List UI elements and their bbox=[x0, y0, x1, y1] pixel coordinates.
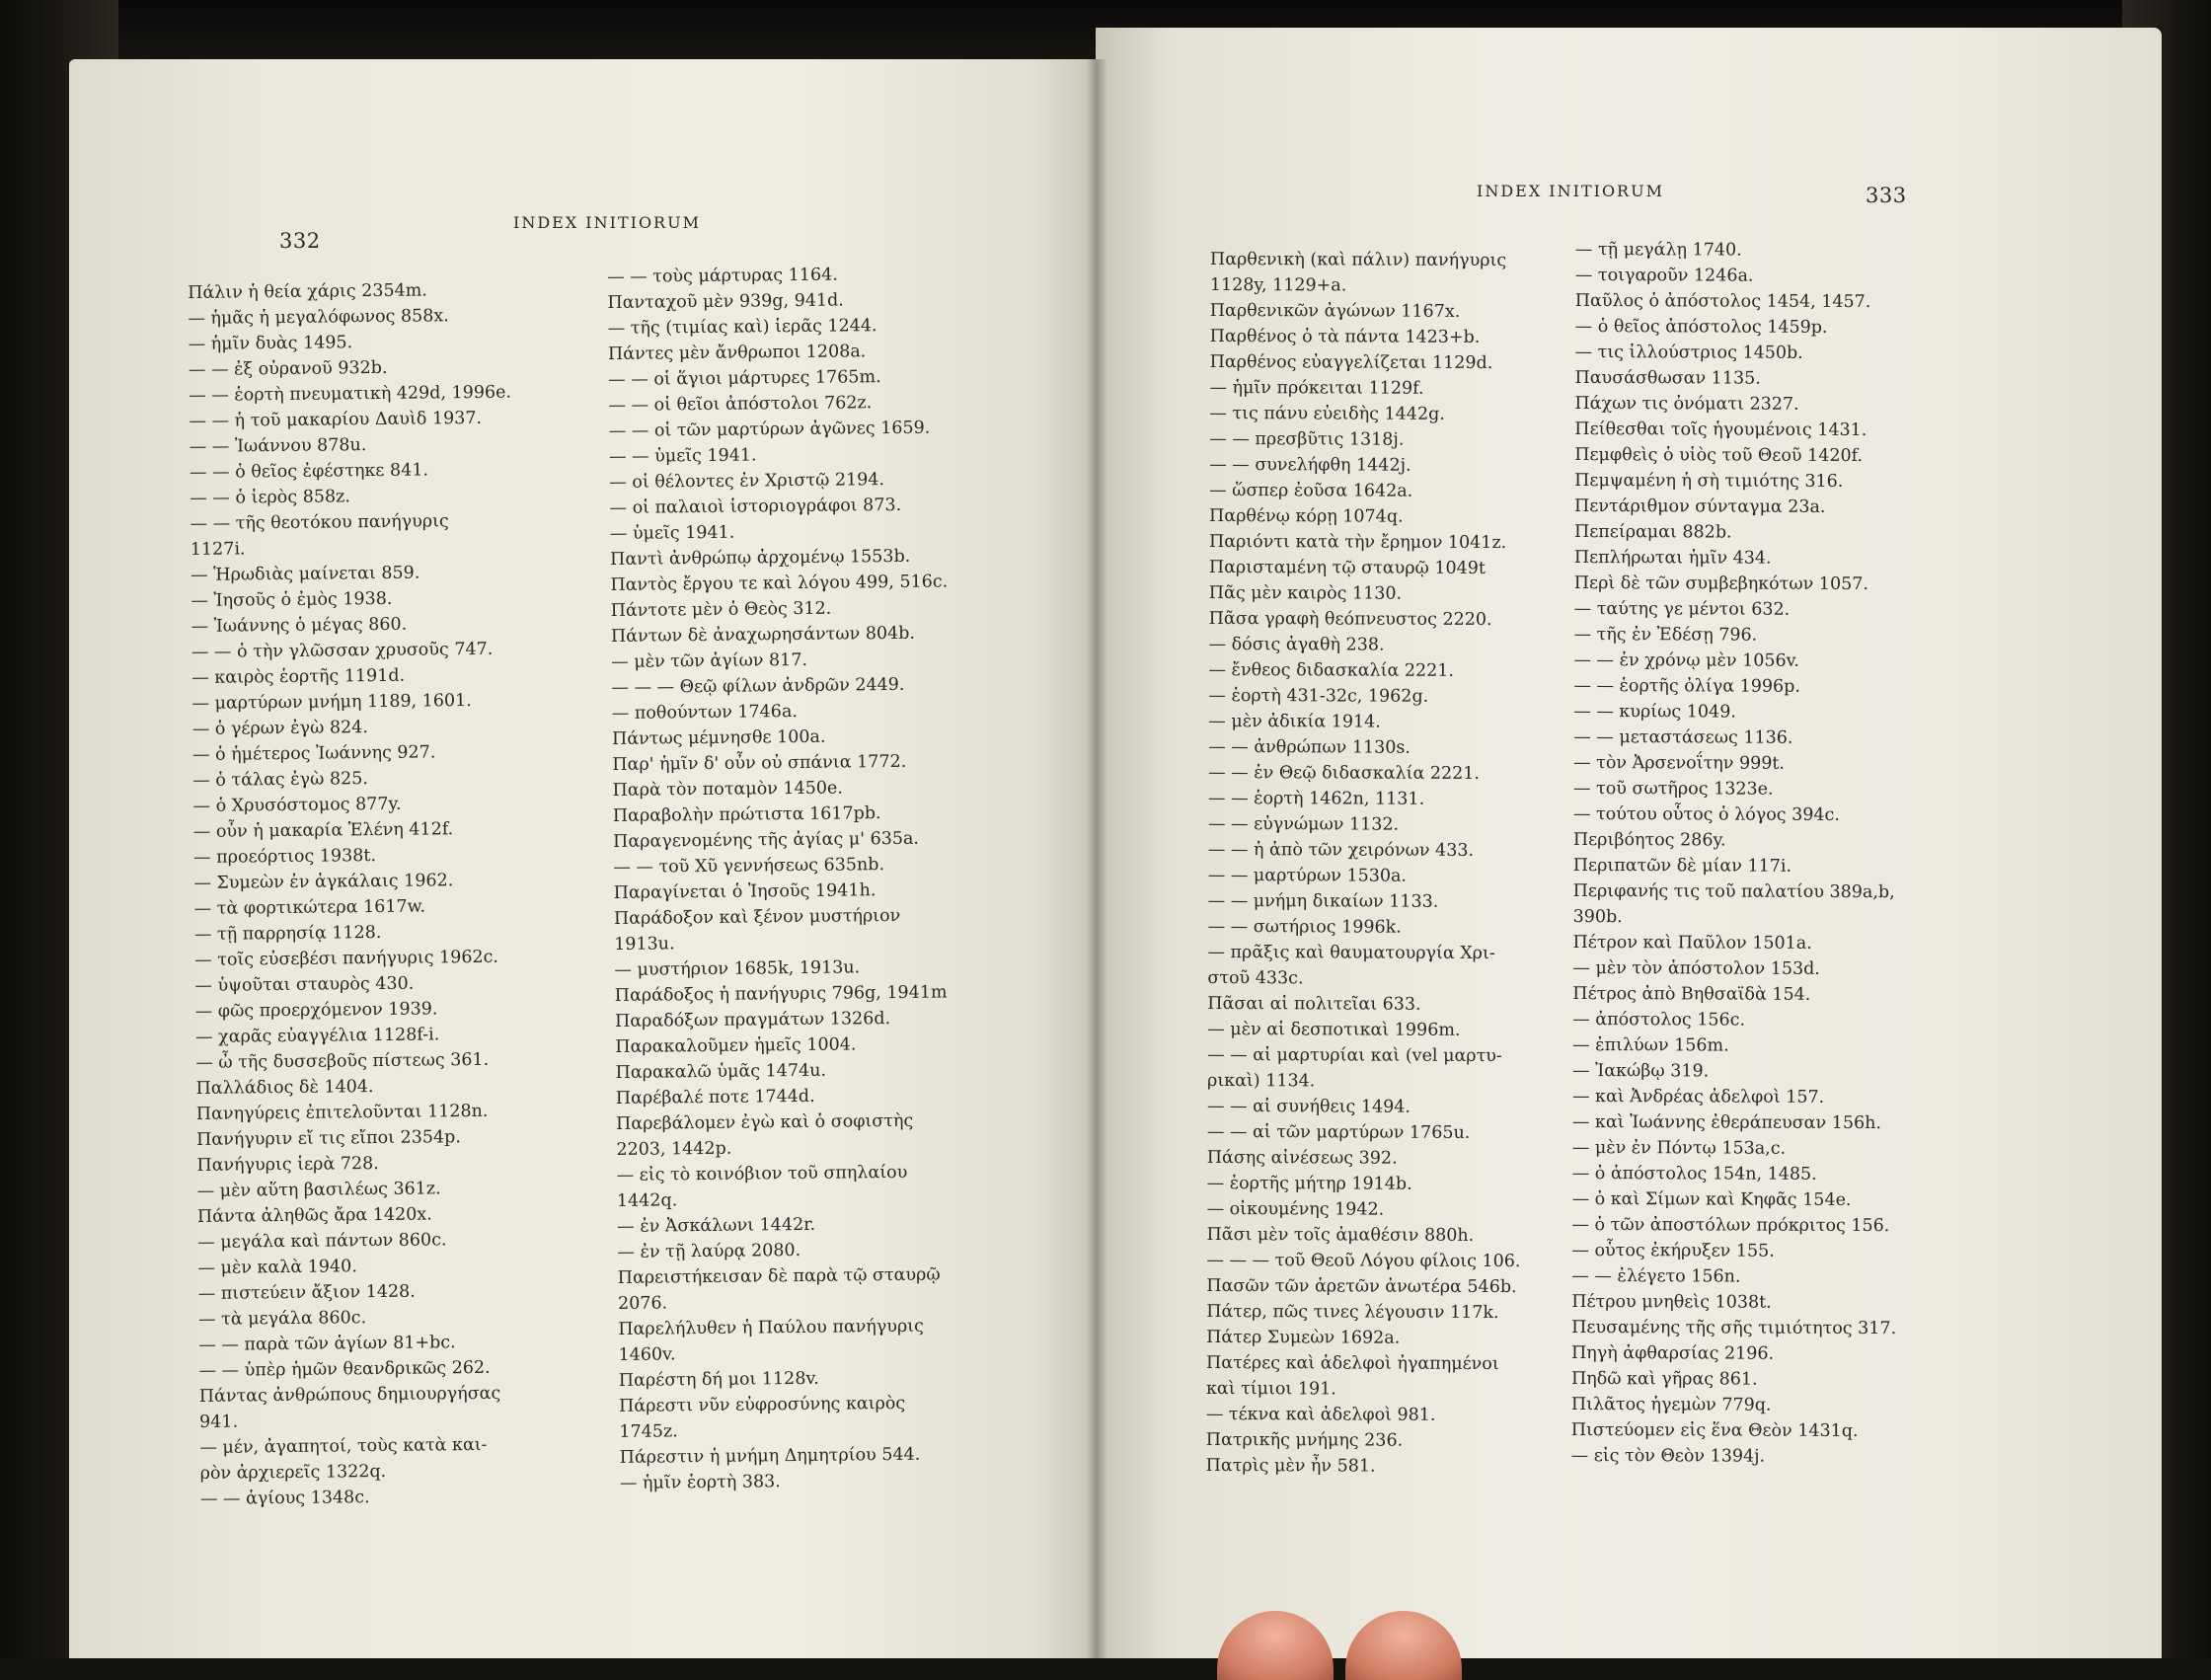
index-entry: — ἔνθεος διδασκαλία 2221. bbox=[1208, 659, 1455, 681]
index-entry: Παρακαλῶ ὑμᾶς 1474u. bbox=[615, 1060, 827, 1083]
index-entry: Παλλάδιος δὲ 1404. bbox=[195, 1077, 374, 1099]
index-entry: Παρειστήκεισαν δὲ παρὰ τῷ σταυρῷ bbox=[617, 1264, 941, 1288]
index-entry: Παράδοξον καὶ ξένον μυστήριον bbox=[613, 905, 901, 929]
index-entry: Πανταχοῦ μὲν 939g, 941d. bbox=[607, 290, 844, 313]
index-entry: Πατέρες καὶ ἀδελφοὶ ἠγαπημένοι bbox=[1206, 1352, 1499, 1375]
index-entry: Περιφανής τις τοῦ παλατίου 389a,b, bbox=[1572, 880, 1895, 903]
index-entry: — — αἱ συνήθεις 1494. bbox=[1206, 1096, 1411, 1117]
index-entry: — μὲν ἀδικία 1914. bbox=[1208, 711, 1381, 732]
index-entry: — καιρὸς ἑορτῆς 1191d. bbox=[191, 665, 406, 688]
index-entry: Παντὶ ἀνθρώπῳ ἀρχομένῳ 1553b. bbox=[610, 546, 911, 570]
index-entry: — τοῦ σωτῆρος 1323e. bbox=[1573, 778, 1774, 800]
index-entry: Παραγίνεται ὁ Ἰησοῦς 1941h. bbox=[613, 880, 877, 903]
index-entry: — — ἐν Θεῷ διδασκαλία 2221. bbox=[1208, 762, 1481, 784]
index-entry: — — ἐν χρόνῳ μὲν 1056v. bbox=[1573, 649, 1800, 671]
index-entry: — μαρτύρων μνήμη 1189, 1601. bbox=[191, 691, 472, 714]
index-entry: — εἰς τὸν Θεὸν 1394j. bbox=[1570, 1445, 1766, 1467]
index-entry: — — κυρίως 1049. bbox=[1573, 701, 1736, 723]
index-entry: — μὲν τὸν ἀπόστολον 153d. bbox=[1572, 957, 1820, 979]
index-entry: — — μνήμη δικαίων 1133. bbox=[1207, 890, 1439, 912]
index-entry: — ὁ θεῖος ἀπόστολος 1459p. bbox=[1574, 316, 1828, 338]
index-entry: — ἡμῖν δυὰς 1495. bbox=[188, 333, 353, 354]
index-entry: — ἀπόστολος 156c. bbox=[1572, 1009, 1746, 1031]
index-entry: Πάντως μέμνησθε 100a. bbox=[611, 726, 826, 749]
index-entry: Πάντα ἀληθῶς ἄρα 1420x. bbox=[196, 1204, 432, 1227]
index-entry: — τῇ παρρησίᾳ 1128. bbox=[193, 922, 382, 945]
index-entry: — ἡμᾶς ἡ μεγαλόφωνος 858x. bbox=[188, 306, 449, 329]
index-entry: — — — Θεῷ φίλων ἀνδρῶν 2449. bbox=[611, 674, 905, 698]
right-page bbox=[1096, 28, 2162, 1658]
index-entry: Πείθεσθαι τοῖς ἡγουμένοις 1431. bbox=[1574, 419, 1868, 441]
index-entry: Πέτρος ἀπὸ Βηθσαϊδὰ 154. bbox=[1572, 983, 1811, 1005]
index-entry: — — αἱ τῶν μαρτύρων 1765u. bbox=[1206, 1121, 1471, 1143]
index-entry: Πεμψαμένη ἡ σὴ τιμιότης 316. bbox=[1574, 470, 1844, 492]
index-entry: — — πρεσβῦτις 1318j. bbox=[1209, 428, 1405, 450]
index-entry: — τὰ μεγάλα 860c. bbox=[197, 1308, 367, 1330]
index-entry: — τῆς (τιμίας καὶ) ἱερᾶς 1244. bbox=[607, 316, 877, 339]
index-entry: 1913u. bbox=[614, 934, 675, 955]
index-entry: Πηδῶ καὶ γῆρας 861. bbox=[1570, 1368, 1758, 1390]
index-entry: 1460v. bbox=[618, 1344, 676, 1365]
index-entry: Πᾶσι μὲν τοῖς ἀμαθέσιν 880h. bbox=[1206, 1224, 1475, 1246]
index-entry: — μὲν αἱ δεσποτικαὶ 1996m. bbox=[1207, 1019, 1461, 1040]
index-entry: Πευσαμένης τῆς σῆς τιμιότητος 317. bbox=[1571, 1317, 1897, 1339]
index-entry: — ὁ ἡμέτερος Ἰωάννης 927. bbox=[191, 742, 436, 765]
index-entry: Πάντες μὲν ἄνθρωποι 1208a. bbox=[607, 342, 867, 364]
index-entry: — ὁ καὶ Σίμων καὶ Κηφᾶς 154e. bbox=[1571, 1188, 1852, 1210]
index-entry: — — παρὰ τῶν ἁγίων 81+bc. bbox=[198, 1333, 456, 1355]
index-entry: — ἐπιλύων 156m. bbox=[1572, 1034, 1729, 1056]
index-entry: — ὥσπερ ἐοῦσα 1642a. bbox=[1209, 480, 1413, 501]
index-entry: Παραβολὴν πρώτιστα 1617pb. bbox=[612, 803, 881, 826]
index-entry: — τοῖς εὐσεβέσι πανήγυρις 1962c. bbox=[194, 947, 499, 970]
index-entry: Παυσάσθωσαν 1135. bbox=[1574, 367, 1761, 389]
index-entry: — τὸν Ἀρσενοΐτην 999t. bbox=[1573, 752, 1786, 774]
index-entry: Παντὸς ἔργου τε καὶ λόγου 499, 516c. bbox=[610, 572, 949, 595]
index-entry: Περιβόητος 286y. bbox=[1572, 829, 1726, 851]
index-entry: 1442q. bbox=[616, 1190, 678, 1211]
index-entry: — — τοὺς μάρτυρας 1164. bbox=[607, 265, 838, 287]
index-entry: Πάχων τις ὀνόματι 2327. bbox=[1574, 393, 1799, 415]
index-entry: — μὲν τῶν ἁγίων 817. bbox=[611, 649, 808, 672]
index-entry: — — ἀνθρώπων 1130s. bbox=[1208, 736, 1410, 758]
finger bbox=[1345, 1611, 1462, 1680]
index-entry: — — ὁ ἱερὸς 858z. bbox=[190, 487, 350, 508]
index-entry: — — οἱ τῶν μαρτύρων ἀγῶνες 1659. bbox=[608, 418, 931, 441]
index-entry: — οὗτος ἐκήρυξεν 155. bbox=[1571, 1240, 1775, 1261]
index-entry: — — μαρτύρων 1530a. bbox=[1207, 865, 1408, 886]
index-entry: Παρέστη δή μοι 1128v. bbox=[618, 1368, 819, 1391]
index-entry: — τούτου οὗτος ὁ λόγος 394c. bbox=[1572, 803, 1840, 825]
index-entry: Παρακαλοῦμεν ἡμεῖς 1004. bbox=[615, 1034, 857, 1057]
index-entry: — μεγάλα καὶ πάντων 860c. bbox=[197, 1230, 447, 1253]
index-entry: — — συνελήφθη 1442j. bbox=[1209, 454, 1411, 476]
index-entry: Παρθένῳ κόρῃ 1074q. bbox=[1209, 505, 1404, 527]
index-entry: — — ὁ θεῖος ἐφέστηκε 841. bbox=[189, 460, 429, 483]
index-entry: Πεπλήρωται ἡμῖν 434. bbox=[1573, 547, 1772, 569]
index-entry: Πανήγυριν εἴ τις εἴποι 2354p. bbox=[196, 1127, 461, 1150]
index-entry: — καὶ Ἰωάννης ἐθεράπευσαν 156h. bbox=[1571, 1111, 1881, 1134]
index-entry: — ἡμῖν ἑορτὴ 383. bbox=[619, 1472, 781, 1493]
index-entry: — — ἡ τοῦ μακαρίου Δαυὶδ 1937. bbox=[189, 408, 483, 431]
holding-fingers bbox=[1209, 1611, 1466, 1658]
index-entry: 1127i. bbox=[190, 539, 246, 560]
index-entry: Πᾶς μὲν καιρὸς 1130. bbox=[1208, 582, 1403, 604]
index-entry: 1128y, 1129+a. bbox=[1209, 274, 1347, 296]
index-entry: Πάντων δὲ ἀναχωρησάντων 804b. bbox=[610, 623, 916, 647]
index-entry: Παρεβάλομεν ἐγὼ καὶ ὁ σοφιστὴς bbox=[616, 1110, 914, 1134]
index-entry: — — τοῦ Χῦ γεννήσεως 635nb. bbox=[613, 855, 885, 878]
index-entry: — ἡμῖν πρόκειται 1129f. bbox=[1209, 377, 1424, 399]
index-entry: — Ἡρωδιὰς μαίνεται 859. bbox=[191, 563, 420, 585]
index-entry: — τις ἰλλούστριος 1450b. bbox=[1574, 342, 1803, 363]
book-gutter bbox=[1086, 59, 1107, 1658]
index-entry: Παραδόξων πραγμάτων 1326d. bbox=[614, 1009, 891, 1031]
index-entry: καὶ τίμιοι 191. bbox=[1205, 1378, 1336, 1400]
index-entry: — ἑορτὴ 431-32c, 1962g. bbox=[1208, 685, 1429, 707]
index-entry: 1745z. bbox=[619, 1421, 678, 1442]
index-entry: — — οἱ ἅγιοι μάρτυρες 1765m. bbox=[608, 367, 881, 390]
index-entry: — χαρᾶς εὐαγγέλια 1128f-i. bbox=[194, 1025, 440, 1047]
index-entry: Πασῶν τῶν ἀρετῶν ἀνωτέρα 546b. bbox=[1206, 1275, 1517, 1298]
index-entry: — — ἁγίους 1348c. bbox=[199, 1488, 370, 1509]
index-entry: Πεμφθεὶς ὁ υἱὸς τοῦ Θεοῦ 1420f. bbox=[1574, 444, 1864, 467]
index-entry: Πάρεστιν ἡ μνήμη Δημητρίου 544. bbox=[619, 1444, 921, 1468]
index-entry: — — εὐγνώμων 1132. bbox=[1207, 813, 1400, 835]
index-entry: — πιστεύειν ἄξιον 1428. bbox=[197, 1281, 416, 1304]
index-entry: — — ὑμεῖς 1941. bbox=[608, 445, 757, 467]
index-entry: Περὶ δὲ τῶν συμβεβηκότων 1057. bbox=[1573, 573, 1868, 595]
index-column-1 bbox=[1206, 247, 1524, 1480]
index-entry: Παριόντι κατὰ τὴν ἔρημον 1041z. bbox=[1208, 531, 1507, 554]
index-entry: Παραγενομένης τῆς ἁγίας μ' 635a. bbox=[613, 828, 920, 852]
index-entry: Παρελήλυθεν ἡ Παύλου πανήγυρις bbox=[618, 1316, 925, 1339]
index-entry: Πᾶσα γραφὴ θεόπνευστος 2220. bbox=[1208, 608, 1492, 630]
index-entry: Πάλιν ἡ θεία χάρις 2354m. bbox=[188, 280, 427, 303]
index-entry: — Συμεὼν ἐν ἀγκάλαις 1962. bbox=[193, 871, 454, 893]
index-entry: Πέτρον καὶ Παῦλον 1501a. bbox=[1572, 932, 1812, 954]
index-entry: Πατρικῆς μνήμης 236. bbox=[1205, 1429, 1404, 1451]
index-entry: Πανηγύρεις ἐπιτελοῦνται 1128n. bbox=[195, 1101, 489, 1124]
index-entry: Πάσης αἰνέσεως 392. bbox=[1206, 1147, 1398, 1169]
index-entry: Παράδοξος ἡ πανήγυρις 796g, 1941m bbox=[614, 982, 948, 1006]
index-entry: — — ἑορτὴ πνευματικὴ 429d, 1996e. bbox=[189, 382, 512, 406]
index-entry: 2203, 1442p. bbox=[616, 1138, 732, 1160]
index-entry: — τοιγαροῦν 1246a. bbox=[1574, 265, 1754, 286]
index-entry: — μὲν καλὰ 1940. bbox=[197, 1257, 357, 1278]
index-entry: Πάτερ, πῶς τινες λέγουσιν 117k. bbox=[1206, 1301, 1499, 1324]
index-entry: — ὑψοῦται σταυρὸς 430. bbox=[194, 973, 415, 996]
index-entry: Παρθένος ὁ τὰ πάντα 1423+b. bbox=[1209, 326, 1481, 347]
index-entry: Παρθένος εὐαγγελίζεται 1129d. bbox=[1209, 351, 1493, 374]
index-entry: — μὲν ἐν Πόντῳ 153a,c. bbox=[1571, 1137, 1787, 1159]
index-entry: — — οἱ θεῖοι ἀπόστολοι 762z. bbox=[608, 393, 873, 416]
running-head: INDEX INITIORUM bbox=[1477, 182, 1664, 200]
index-entry: — μυστήριον 1685k, 1913u. bbox=[614, 957, 861, 980]
index-entry: Παῦλος ὁ ἀπόστολος 1454, 1457. bbox=[1574, 290, 1871, 313]
index-entry: στοῦ 433c. bbox=[1207, 967, 1304, 989]
index-entry: — εἰς τὸ κοινόβιον τοῦ σπηλαίου bbox=[616, 1162, 908, 1185]
index-entry: — οἰκουμένης 1942. bbox=[1206, 1198, 1385, 1220]
index-entry: Πᾶσαι αἱ πολιτεῖαι 633. bbox=[1207, 993, 1421, 1015]
finger bbox=[1217, 1611, 1334, 1680]
index-entry: Πεπείραμαι 882b. bbox=[1573, 521, 1732, 543]
index-entry: — — — τοῦ Θεοῦ Λόγου φίλοις 106. bbox=[1206, 1250, 1521, 1272]
index-entry: — δόσις ἀγαθὴ 238. bbox=[1208, 634, 1385, 655]
index-entry: — ὁ Χρυσόστομος 877y. bbox=[192, 794, 402, 816]
index-entry: — πρᾶξις καὶ θαυματουργία Χρι- bbox=[1207, 942, 1495, 964]
index-entry: Παρθενικῶν ἀγώνων 1167x. bbox=[1209, 300, 1461, 322]
index-entry: — — σωτήριος 1996k. bbox=[1207, 916, 1402, 938]
index-entry: — ὁ γέρων ἐγὼ 824. bbox=[191, 718, 368, 739]
index-entry: — τῆς ἐν Ἐδέσῃ 796. bbox=[1573, 624, 1758, 646]
index-entry: — ὦ τῆς δυσσεβοῦς πίστεως 361. bbox=[195, 1049, 490, 1073]
index-entry: 941. bbox=[199, 1412, 239, 1432]
index-entry: — ὁ ἀπόστολος 154n, 1485. bbox=[1571, 1163, 1817, 1184]
index-entry: — τις πάνυ εὐειδὴς 1442g. bbox=[1209, 403, 1445, 424]
index-column-2 bbox=[607, 261, 957, 1496]
index-entry: — — ἑορτῆς ὀλίγα 1996p. bbox=[1573, 675, 1800, 697]
page-number: 332 bbox=[279, 229, 321, 253]
index-entry: — ἑορτῆς μήτηρ 1914b. bbox=[1206, 1173, 1412, 1194]
index-entry: — — ἡ ἀπὸ τῶν χειρόνων 433. bbox=[1207, 839, 1475, 861]
index-entry: 2076. bbox=[617, 1293, 668, 1314]
index-entry: — ταύτης γε μέντοι 632. bbox=[1573, 598, 1791, 620]
index-entry: — — ἐξ οὐρανοῦ 932b. bbox=[188, 357, 388, 380]
index-entry: ρικαὶ) 1134. bbox=[1207, 1070, 1316, 1092]
running-head: INDEX INITIORUM bbox=[513, 213, 701, 232]
index-entry: — καὶ Ἀνδρέας ἀδελφοὶ 157. bbox=[1571, 1086, 1825, 1107]
index-entry: Παρέβαλέ ποτε 1744d. bbox=[615, 1086, 815, 1108]
index-entry: Πατρὶς μὲν ἦν 581. bbox=[1205, 1455, 1376, 1477]
index-entry: — οὖν ἡ μακαρία Ἑλένη 412f. bbox=[192, 819, 454, 842]
index-entry: Πιλᾶτος ἡγεμὼν 779q. bbox=[1570, 1394, 1772, 1415]
index-column-2 bbox=[1571, 237, 1900, 1470]
index-entry: — τῇ μεγάλῃ 1740. bbox=[1574, 239, 1742, 261]
index-entry: Παρθενικὴ (καὶ πάλιν) πανήγυρις bbox=[1209, 249, 1507, 271]
index-entry: — — μεταστάσεως 1136. bbox=[1573, 726, 1793, 748]
index-entry: Πάντας ἀνθρώπους δημιουργήσας bbox=[198, 1383, 501, 1407]
index-entry: — οἱ παλαιοὶ ἱστοριογράφοι 873. bbox=[609, 495, 902, 518]
index-entry: — οἱ θέλοντες ἐν Χριστῷ 2194. bbox=[609, 470, 885, 493]
index-entry: — Ἰακώβῳ 319. bbox=[1572, 1060, 1710, 1082]
index-entry: — προεόρτιος 1938t. bbox=[193, 846, 377, 868]
page-number: 333 bbox=[1866, 184, 1907, 207]
index-entry: Πέτρου μνηθεὶς 1038t. bbox=[1571, 1291, 1772, 1313]
index-entry: — τὰ φορτικώτερα 1617w. bbox=[193, 896, 426, 919]
index-entry: — τέκνα καὶ ἀδελφοὶ 981. bbox=[1205, 1404, 1436, 1425]
index-entry: — — τῆς θεοτόκου πανήγυρις bbox=[190, 511, 449, 534]
index-entry: Πεντάριθμον σύνταγμα 23a. bbox=[1574, 496, 1826, 517]
index-entry: — ὑμεῖς 1941. bbox=[609, 522, 735, 544]
index-entry: Παρ' ἡμῖν δ' οὖν οὐ σπάνια 1772. bbox=[612, 751, 907, 775]
index-entry: Παρισταμένη τῷ σταυρῷ 1049t bbox=[1208, 557, 1486, 578]
index-entry: Πάτερ Συμεὼν 1692a. bbox=[1206, 1327, 1401, 1348]
index-entry: — — αἱ μαρτυρίαι καὶ (vel μαρτυ- bbox=[1207, 1044, 1502, 1067]
index-entry: — μὲν αὕτη βασιλέως 361z. bbox=[196, 1179, 441, 1201]
index-entry: — ποθούντων 1746a. bbox=[611, 702, 798, 724]
index-entry: Πιστεύομεν εἰς ἕνα Θεὸν 1431q. bbox=[1570, 1419, 1859, 1442]
index-entry: Πάντοτε μὲν ὁ Θεὸς 312. bbox=[610, 598, 832, 621]
index-entry: — ἐν Ἀσκάλωνι 1442r. bbox=[617, 1214, 816, 1237]
index-entry: — Ἰησοῦς ὁ ἐμὸς 1938. bbox=[191, 588, 393, 611]
index-entry: Πανήγυρις ἱερὰ 728. bbox=[196, 1154, 379, 1176]
index-entry: — — ὁ τὴν γλῶσσαν χρυσοῦς 747. bbox=[191, 639, 494, 662]
index-column-1 bbox=[188, 277, 523, 1512]
index-entry: ρὸν ἀρχιερεῖς 1322q. bbox=[199, 1461, 387, 1484]
index-entry: — ἐν τῇ λαύρᾳ 2080. bbox=[617, 1241, 801, 1262]
index-entry: Περιπατῶν δὲ μίαν 117i. bbox=[1572, 855, 1792, 877]
index-entry: — — ἐλέγετο 156n. bbox=[1571, 1265, 1741, 1287]
index-entry: — — Ἰωάννου 878u. bbox=[189, 435, 367, 457]
index-entry: — — ὑπὲρ ἡμῶν θεανδρικῶς 262. bbox=[198, 1357, 491, 1381]
index-entry: — φῶς προερχόμενον 1939. bbox=[194, 999, 438, 1022]
index-entry: — μέν, ἀγαπητοί, τοὺς κατὰ και- bbox=[199, 1434, 488, 1458]
index-entry: Πάρεστι νῦν εὐφροσύνης καιρὸς bbox=[619, 1393, 906, 1416]
index-entry: 390b. bbox=[1572, 906, 1623, 928]
index-entry: — ὁ τῶν ἀποστόλων πρόκριτος 156. bbox=[1571, 1214, 1890, 1237]
index-entry: — ὁ τάλας ἐγὼ 825. bbox=[192, 769, 368, 791]
left-page bbox=[69, 59, 1096, 1658]
index-entry: — Ἰωάννης ὁ μέγας 860. bbox=[191, 614, 408, 637]
index-entry: — — ἑορτὴ 1462n, 1131. bbox=[1208, 788, 1425, 809]
index-entry: Πηγὴ ἀφθαρσίας 2196. bbox=[1571, 1342, 1775, 1364]
index-entry: Παρὰ τὸν ποταμὸν 1450e. bbox=[612, 778, 843, 801]
